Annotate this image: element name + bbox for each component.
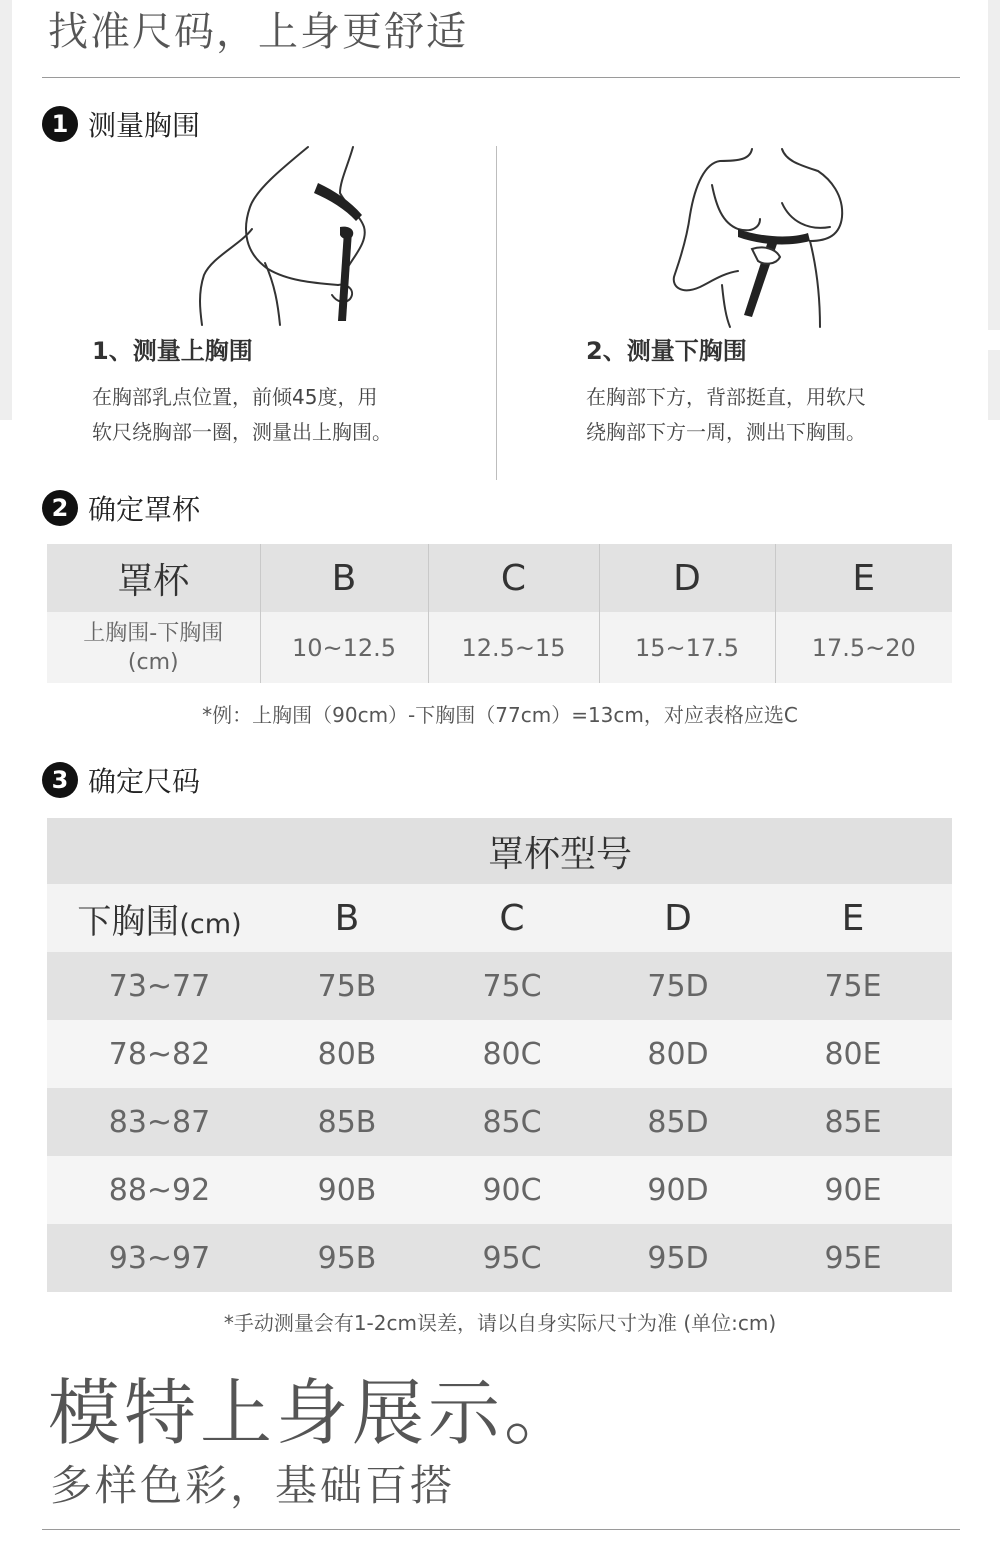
cup-table-value-row <box>47 612 952 683</box>
cup-header-cell: B <box>260 544 428 612</box>
table-cell: 75E <box>754 952 952 1020</box>
cup-column-header: C <box>422 884 602 952</box>
step-2-desc-line-2: 绕胸部下方一周，测出下胸围。 <box>586 420 866 444</box>
table-cell: 85D <box>602 1088 754 1156</box>
table-cell: 73~77 <box>47 952 272 1020</box>
underbust-column-header <box>47 884 272 952</box>
cup-header-cell: D <box>599 544 775 612</box>
section-label: 确定尺码 <box>88 765 201 798</box>
table-cell: 78~82 <box>47 1020 272 1088</box>
cup-header-cell: E <box>775 544 952 612</box>
step-2-title: 2、测量下胸围 <box>586 337 747 365</box>
table-cell: 80B <box>272 1020 422 1088</box>
table-cell: 95B <box>272 1224 422 1292</box>
table-cell: 85C <box>422 1088 602 1156</box>
cup-row-label-line-1: 上胸围-下胸围 <box>83 620 224 646</box>
table-row <box>47 1224 952 1292</box>
table-cell: 88~92 <box>47 1156 272 1224</box>
bust-upper-measure-figure <box>190 145 410 330</box>
cup-value-cell: 15~17.5 <box>599 612 775 683</box>
step-2-desc-line-1: 在胸部下方，背部挺直，用软尺 <box>586 385 866 409</box>
section-number-badge: 2 <box>42 490 78 526</box>
cup-row-label <box>47 612 260 683</box>
step-1-desc-line-2: 软尺绕胸部一圈，测量出上胸围。 <box>92 420 392 444</box>
size-table-banner-row <box>47 818 952 884</box>
table-cell: 75D <box>602 952 754 1020</box>
table-cell: 80E <box>754 1020 952 1088</box>
cup-value-cell: 12.5~15 <box>428 612 599 683</box>
step-2-description <box>586 380 926 450</box>
table-cell: 95C <box>422 1224 602 1292</box>
right-edge-mark-top <box>988 0 1000 330</box>
cup-column-header: D <box>602 884 754 952</box>
cup-header-cell: C <box>428 544 599 612</box>
table-cell: 80C <box>422 1020 602 1088</box>
underbust-unit: (cm) <box>179 908 242 940</box>
table-row <box>47 1088 952 1156</box>
cup-example-note: *例：上胸围（90cm）-下胸围（77cm）=13cm，对应表格应选C <box>202 703 798 727</box>
underbust-label: 下胸围 <box>77 901 180 942</box>
cup-header-cell: 罩杯 <box>47 544 260 612</box>
table-cell: 85B <box>272 1088 422 1156</box>
cup-column-header: E <box>754 884 952 952</box>
cup-value-cell: 17.5~20 <box>775 612 952 683</box>
step-1-desc-line-1: 在胸部乳点位置，前倾45度，用 <box>92 385 378 409</box>
title-divider <box>42 77 960 78</box>
cup-size-table <box>47 544 952 683</box>
section-1-heading <box>42 104 200 144</box>
model-showcase-title: 模特上身展示。 <box>48 1371 581 1455</box>
banner-spacer <box>47 818 272 884</box>
step-1-description <box>92 380 432 450</box>
cup-column-header: B <box>272 884 422 952</box>
table-cell: 90D <box>602 1156 754 1224</box>
left-edge-mark <box>0 0 12 420</box>
cup-table-header-row <box>47 544 952 612</box>
table-row <box>47 1156 952 1224</box>
table-cell: 93~97 <box>47 1224 272 1292</box>
cup-row-label-line-2: (cm) <box>127 649 179 675</box>
right-edge-mark-bottom <box>988 350 1000 420</box>
table-cell: 95D <box>602 1224 754 1292</box>
model-showcase-subtitle: 多样色彩，基础百搭 <box>50 1461 456 1510</box>
table-row <box>47 952 952 1020</box>
table-cell: 90E <box>754 1156 952 1224</box>
section-label: 测量胸围 <box>88 109 201 142</box>
table-cell: 90C <box>422 1156 602 1224</box>
section-2-heading <box>42 488 200 528</box>
section-label: 确定罩杯 <box>88 493 201 526</box>
table-cell: 83~87 <box>47 1088 272 1156</box>
size-table-column-header-row <box>47 884 952 952</box>
size-table-banner <box>272 818 952 884</box>
step-1-title: 1、测量上胸围 <box>92 337 253 365</box>
section-number-badge: 1 <box>42 106 78 142</box>
section-number-badge: 3 <box>42 762 78 798</box>
table-row <box>47 1020 952 1088</box>
table-cell: 75B <box>272 952 422 1020</box>
size-table-banner-text: 罩杯型号 <box>488 833 633 875</box>
cup-value-cell: 10~12.5 <box>260 612 428 683</box>
page-title: 找准尺码，上身更舒适 <box>48 9 468 55</box>
table-cell: 75C <box>422 952 602 1020</box>
table-cell: 80D <box>602 1020 754 1088</box>
table-cell: 85E <box>754 1088 952 1156</box>
bust-lower-measure-figure <box>660 145 880 330</box>
section-3-heading <box>42 760 200 800</box>
table-cell: 90B <box>272 1156 422 1224</box>
bra-size-table <box>47 818 952 1292</box>
measurement-error-note: *手动测量会有1-2cm误差，请以自身实际尺寸为准 (单位:cm) <box>223 1311 777 1335</box>
steps-divider <box>496 146 497 480</box>
bottom-divider <box>42 1529 960 1530</box>
table-cell: 95E <box>754 1224 952 1292</box>
